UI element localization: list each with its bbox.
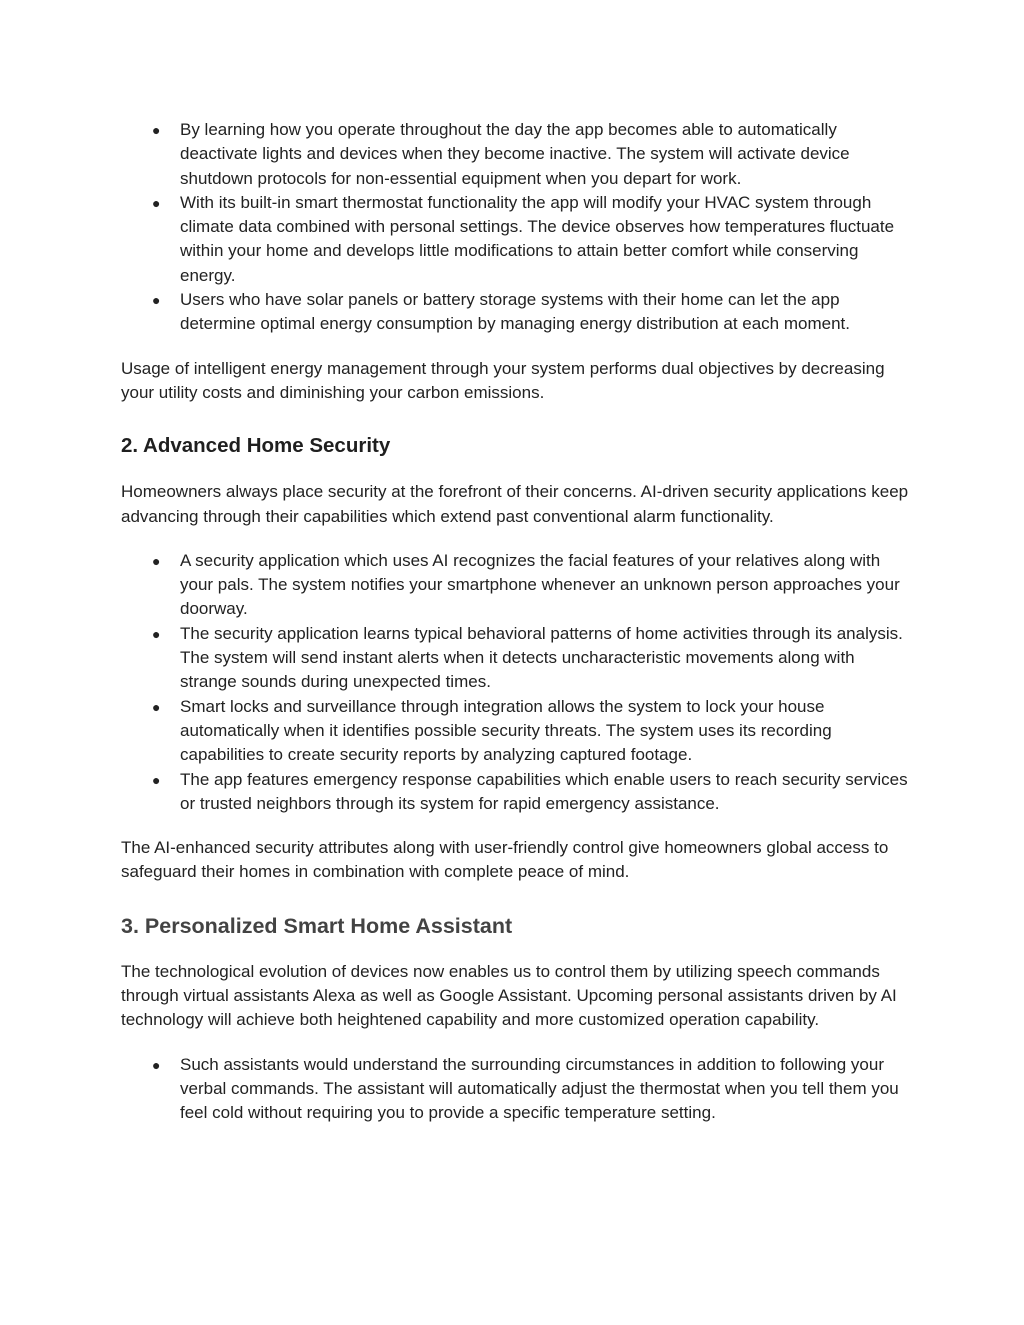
assistant-bullet-list <box>121 1053 911 1126</box>
document-page <box>121 118 911 1126</box>
assistant-intro-paragraph: The technological evolution of devices now enables us to control them by utilizing speech commands through virtual assistants Alexa as well as Google Assistant. Upcoming personal assistants driven by AI technology will achieve both heightened capability and more customized operation capability. <box>121 961 897 1030</box>
list-item: ● A security application which uses AI recognizes the facial features of your relatives along with your pals. The system notifies your smartphone whenever an unknown person approaches your doorway. <box>180 549 911 622</box>
security-closing-paragraph: The AI-enhanced security attributes along with user-friendly control give homeowners global access to safeguard their homes in combination with complete peace of mind. <box>121 838 889 882</box>
security-bullet-list <box>121 549 911 816</box>
energy-bullet-list <box>121 118 911 337</box>
list-item: ● With its built-in smart thermostat functionality the app will modify your HVAC system through climate data combined with personal settings. The device observes how temperatures fluctuate within your home and develops little modifications to attain better comfort while conserving energy. <box>180 191 911 288</box>
list-item: ● Users who have solar panels or battery storage systems with their home can let the app determine optimal energy consumption by managing energy distribution at each moment. <box>180 288 911 337</box>
section-heading-security: 2. Advanced Home Security <box>121 434 391 458</box>
security-intro-paragraph: Homeowners always place security at the forefront of their concerns. AI-driven security applications keep advancing through their capabilities which extend past conventional alarm functionality. <box>121 482 909 526</box>
list-item: ● The app features emergency response capabilities which enable users to reach security services or trusted neighbors through its system for rapid emergency assistance. <box>180 768 911 817</box>
list-item: ● Smart locks and surveillance through integration allows the system to lock your house automatically when it identifies possible security threats. The system uses its recording capabilities to create security reports by analyzing captured footage. <box>180 695 911 768</box>
list-item: ● Such assistants would understand the surrounding circumstances in addition to following your verbal commands. The assistant will automatically adjust the thermostat when you tell them you feel cold without requiring you to provide a specific temperature setting. <box>180 1053 911 1126</box>
list-item: ● The security application learns typical behavioral patterns of home activities through its analysis. The system will send instant alerts when it detects uncharacteristic movements along with strange sounds during unexpected times. <box>180 622 911 695</box>
energy-closing-paragraph: Usage of intelligent energy management through your system performs dual objectives by decreasing your utility costs and diminishing your carbon emissions. <box>121 358 885 402</box>
list-item: ● By learning how you operate throughout the day the app becomes able to automatically deactivate lights and devices when they become inactive. The system will activate device shutdown protocols for non-essential equipment when you depart for work. <box>180 118 911 191</box>
section-heading-assistant: 3. Personalized Smart Home Assistant <box>121 913 513 938</box>
